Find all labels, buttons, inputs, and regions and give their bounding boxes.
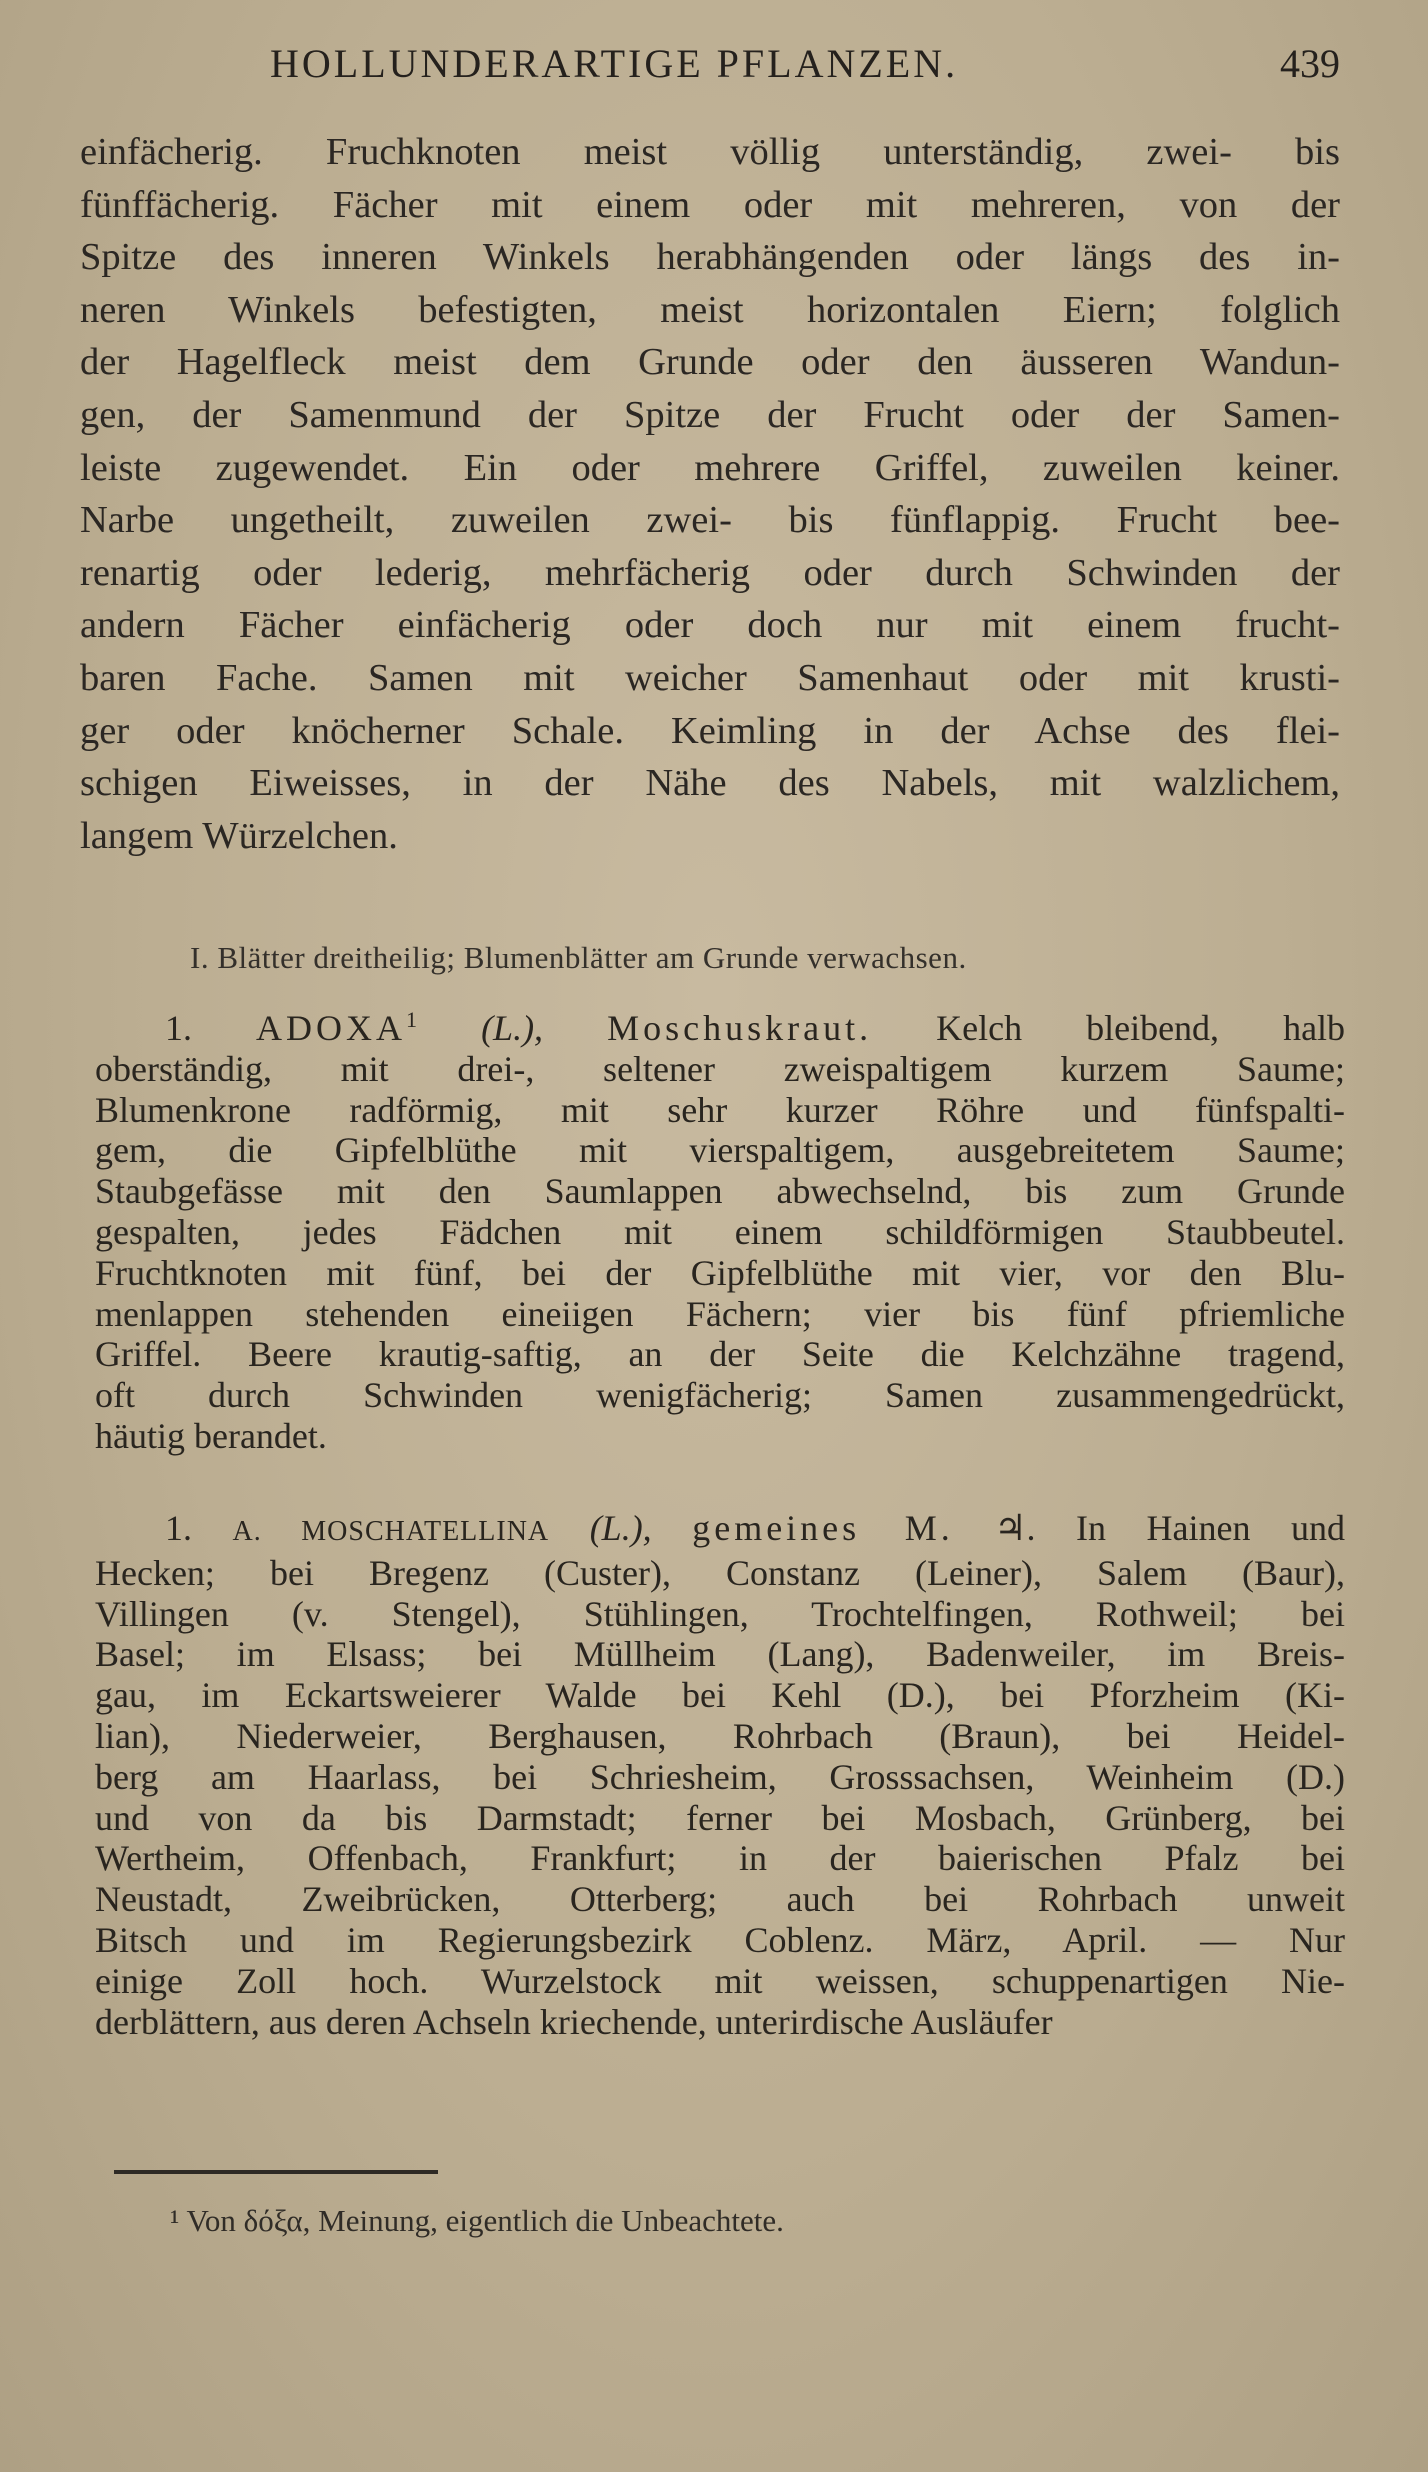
species-author: (L.), [589, 1508, 652, 1548]
text-line: andern Fächer einfächerig oder doch nur mit einem frucht- [80, 604, 1340, 647]
text-line: einfächerig. Fruchknoten meist völlig unterständig, zwei- bis [80, 131, 1340, 173]
family-description [80, 126, 1340, 862]
text-line: renartig oder lederig, mehrfächerig oder durch Schwinden der [80, 551, 1340, 594]
text-line: gespalten, jedes Fädchen mit einem schildförmigen Staubbeutel. [95, 1211, 1345, 1252]
species-first-line [95, 1508, 1345, 1553]
text-line: gau, im Eckartsweierer Walde bei Kehl (D.), bei Pforzheim (Ki- [95, 1675, 1345, 1716]
species-line-rest: In Hainen und [1076, 1508, 1346, 1548]
text-line: derblättern, aus deren Achseln kriechende, unterirdische Ausläufer [95, 2001, 1053, 2042]
text-line: langem Würzelchen. [80, 814, 398, 857]
text-line: baren Fache. Samen mit weicher Samenhaut oder mit krusti- [80, 656, 1340, 699]
text-line: Griffel. Beere krautig-saftig, an der Seite die Kelchzähne tragend, [95, 1334, 1345, 1375]
footnote-mark: 1 [406, 1007, 418, 1032]
text-line: Blumenkrone radförmig, mit sehr kurzer Röhre und fünfspalti- [95, 1089, 1345, 1130]
text-line: gem, die Gipfelblüthe mit vierspaltigem, ausgebreitetem Saume; [95, 1130, 1345, 1171]
species-common-name: gemeines M. [692, 1508, 954, 1548]
running-header [270, 40, 1340, 100]
text-line: Bitsch und im Regierungsbezirk Coblenz. März, April. — Nur [95, 1919, 1345, 1960]
species-number: 1. [165, 1508, 192, 1548]
text-line: Basel; im Elsass; bei Müllheim (Lang), Badenweiler, im Breis- [95, 1634, 1345, 1675]
perennial-symbol: ♃. [994, 1508, 1036, 1548]
text-line: Hecken; bei Bregenz (Custer), Constanz (Leiner), Salem (Baur), [95, 1552, 1345, 1593]
text-line: Villingen (v. Stengel), Stühlingen, Trochtelfingen, Rothweil; bei [95, 1593, 1345, 1634]
genus-line-rest: Kelch bleibend, halb [936, 1008, 1346, 1048]
text-line: schigen Eiweisses, in der Nähe des Nabels, mit walzlichem, [80, 762, 1340, 805]
text-line: ger oder knöcherner Schale. Keimling in der Achse des flei- [80, 709, 1340, 752]
genus-common-name: Moschuskraut. [607, 1008, 873, 1048]
text-line: menlappen stehenden eineiigen Fächern; vier bis fünf pfriemliche [95, 1293, 1345, 1334]
species-name: A. MOSCHATELLINA [232, 1516, 550, 1547]
genus-name: ADOXA [256, 1008, 407, 1048]
species-entry [95, 1508, 1345, 2042]
text-line: fünffächerig. Fächer mit einem oder mit mehreren, von der [80, 183, 1340, 226]
text-line: neren Winkels befestigten, meist horizontalen Eiern; folglich [80, 288, 1340, 331]
text-line: Fruchtknoten mit fünf, bei der Gipfelblüthe mit vier, vor den Blu- [95, 1252, 1345, 1293]
text-line: oft durch Schwinden wenigfächerig; Samen zusammengedrückt, [95, 1375, 1345, 1416]
text-line: gen, der Samenmund der Spitze der Frucht oder der Samen- [80, 393, 1340, 436]
genus-author: (L.), [481, 1008, 544, 1048]
genus-number: 1. [165, 1008, 192, 1048]
text-line: berg am Haarlass, bei Schriesheim, Grosssachsen, Weinheim (D.) [95, 1756, 1345, 1797]
text-line: der Hagelfleck meist dem Grunde oder den äusseren Wandun- [80, 341, 1340, 384]
text-line: Wertheim, Offenbach, Frankfurt; in der baierischen Pfalz bei [95, 1838, 1345, 1879]
text-line: einige Zoll hoch. Wurzelstock mit weissen, schuppenartigen Nie- [95, 1960, 1345, 2001]
text-line: oberständig, mit drei-, seltener zweispaltigem kurzem Saume; [95, 1048, 1345, 1089]
text-line: und von da bis Darmstadt; ferner bei Mosbach, Grünberg, bei [95, 1797, 1345, 1838]
text-line: Neustadt, Zweibrücken, Otterberg; auch bei Rohrbach unweit [95, 1879, 1345, 1920]
text-line: leiste zugewendet. Ein oder mehrere Griffel, zuweilen keiner. [80, 446, 1340, 489]
text-line: lian), Niederweier, Berghausen, Rohrbach (Braun), bei Heidel- [95, 1715, 1345, 1756]
genus-entry [95, 1000, 1345, 1457]
page-number: 439 [1280, 41, 1340, 86]
footnote-rule [114, 2170, 438, 2174]
section-heading: I. Blätter dreitheilig; Blumenblätter am Grunde verwachsen. [190, 940, 967, 975]
text-line: Narbe ungetheilt, zuweilen zwei- bis fünflappig. Frucht bee- [80, 499, 1340, 542]
genus-first-line [95, 1000, 1345, 1049]
footnote: ¹ Von δόξα, Meinung, eigentlich die Unbeachtete. [170, 2203, 784, 2238]
text-line: häutig berandet. [95, 1415, 327, 1456]
header-title: HOLLUNDERARTIGE PFLANZEN. [270, 41, 959, 86]
text-line: Staubgefässe mit den Saumlappen abwechselnd, bis zum Grunde [95, 1171, 1345, 1212]
text-line: Spitze des inneren Winkels herabhängenden oder längs des in- [80, 236, 1340, 279]
